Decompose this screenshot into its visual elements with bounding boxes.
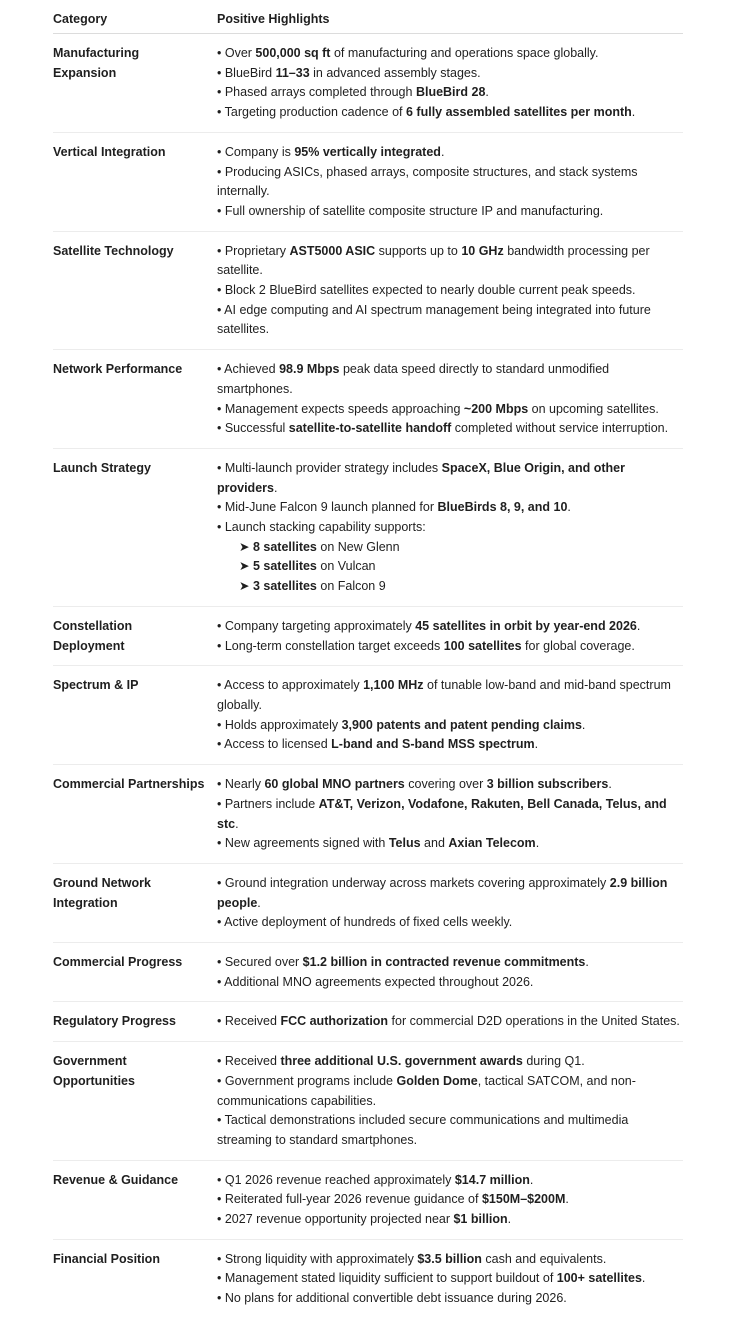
row-highlights [217,360,683,439]
highlight-emphasis: 6 fully assembled satellites per month [406,105,632,120]
highlight-text: • Full ownership of satellite composite structure IP and manufacturing. [217,203,604,218]
highlight-text: • Strong liquidity with approximately [217,1251,418,1266]
row-category: Satellite Technology [53,243,174,258]
highlight-text: of tunable low-band and mid-band spectrum globally. [217,678,671,712]
table-row [53,943,683,1002]
highlight-text: . [507,1212,512,1227]
highlight-item [217,83,683,103]
row-category: Constellation Deployment [53,618,133,653]
highlight-item [217,913,683,933]
highlight-emphasis: FCC authorization [280,1014,389,1029]
row-highlights [217,953,683,992]
highlight-item [217,1111,683,1150]
row-category: Manufacturing Expansion [53,46,140,80]
highlight-text: on Falcon 9 [316,579,386,594]
highlight-emphasis: BlueBird 28 [415,85,486,100]
highlight-text: during Q1. [522,1054,585,1069]
highlight-item [217,716,683,736]
highlight-item [217,795,683,834]
table-row [53,350,683,449]
highlight-item [217,360,683,399]
highlight-text: • Over [217,46,256,60]
highlight-text: . [585,955,589,970]
highlight-text: • Secured over [217,955,303,970]
highlight-emphasis: 3 satellites [252,579,317,594]
table-row [53,864,683,943]
row-category: Network Performance [53,362,183,377]
highlight-text: , tactical SATCOM, and non-communications capabilities. [217,1073,636,1108]
row-highlights [217,775,683,854]
highlight-text: • Block 2 BlueBird satellites expected to nearly double current peak speeds. [217,283,636,298]
highlight-text: • Achieved [217,362,280,377]
row-highlights [217,1012,683,1032]
highlight-text: • 2027 revenue opportunity projected near [217,1212,454,1227]
highlight-text: . [636,618,641,633]
highlight-item [217,1012,683,1032]
highlight-text: peak data speed directly to standard unmodified smartphones. [217,362,610,396]
highlight-emphasis: satellite-to-satellite handoff [288,421,452,436]
highlight-text: supports up to [375,243,462,258]
table-row [53,1161,683,1240]
highlight-text: . [608,777,612,792]
highlight-text: . [257,895,261,910]
highlight-item [217,676,683,715]
highlight-emphasis: AT&T, Verizon, Vodafone, Rakuten, Bell Canada, Telus, and stc [217,796,667,831]
table-header [53,0,683,34]
highlight-text: . [273,480,278,495]
highlight-text: on New Glenn [316,539,400,554]
highlight-emphasis: 98.9 Mbps [279,362,340,377]
highlight-text: bandwidth processing per satellite. [217,243,650,278]
highlight-text: cash and equivalents. [481,1251,607,1266]
highlight-text: . [581,717,586,732]
highlight-text: • Multi-launch provider strategy includes [217,460,442,475]
highlight-text: . [567,500,571,515]
highlight-emphasis: $150M–$200M [481,1192,566,1207]
highlight-item [217,637,683,657]
highlight-item [217,281,683,301]
highlight-item [217,735,683,755]
highlight-text: • Producing ASICs, phased arrays, composite structures, and stack systems internally. [217,164,638,199]
highlight-text: • Launch stacking capability supports: [217,520,426,535]
table-row [53,1042,683,1161]
highlight-item [217,1052,683,1072]
highlight-text: • No plans for additional convertible debt issuance during 2026. [217,1291,567,1306]
highlight-item [217,1269,683,1289]
highlight-text: ➤ [239,539,253,554]
highlight-text: on upcoming satellites. [528,401,659,416]
highlight-text: covering over [404,777,487,792]
highlight-emphasis: 2.9 billion people [217,875,668,910]
highlight-text: • Management expects speeds approaching [217,401,464,416]
highlight-emphasis: L-band and S-band MSS spectrum [331,737,535,752]
highlight-item [217,1171,683,1191]
row-category: Government Opportunities [53,1054,135,1088]
highlight-text: for global coverage. [521,638,635,653]
highlight-emphasis: 95% vertically integrated [294,144,441,159]
highlight-text: • Long-term constellation target exceeds [217,638,444,653]
highlight-item [217,1210,683,1230]
highlight-item [217,775,683,795]
highlight-item [217,1190,683,1210]
row-category: Launch Strategy [53,460,151,475]
highlight-item [217,143,683,163]
highlight-emphasis: $1 billion [453,1212,508,1227]
column-header-category: Category [53,12,108,26]
highlight-text: ➤ [239,579,253,594]
highlight-text: in advanced assembly stages. [309,65,481,80]
highlight-emphasis: Telus [388,836,421,851]
highlight-subitem [217,557,683,577]
highlight-text: • Tactical demonstrations included secure communications and multimedia streaming to standard smartphones. [217,1113,629,1147]
highlight-emphasis: ~200 Mbps [463,401,529,416]
highlight-item [217,400,683,420]
row-category: Vertical Integration [53,144,166,159]
highlight-text: . [641,1271,646,1286]
highlight-text: . [565,1192,569,1207]
highlight-text: . [235,816,239,831]
highlight-item [217,1289,683,1309]
highlight-text: • Received [217,1014,281,1029]
highlight-text: • Targeting production cadence of [217,105,406,120]
row-category: Financial Position [53,1251,160,1266]
highlight-item [217,1072,683,1111]
table-row [53,133,683,232]
highlight-text: • BlueBird [217,65,276,80]
highlight-emphasis: SpaceX, Blue Origin, and other providers [217,460,625,495]
row-category: Regulatory Progress [53,1014,176,1029]
highlight-text: . [535,836,540,851]
highlight-emphasis: 100+ satellites [556,1271,642,1286]
highlight-item [217,1250,683,1270]
highlight-emphasis: 45 satellites in orbit by year-end 2026 [415,618,637,633]
table-row [53,449,683,607]
highlight-item [217,498,683,518]
highlight-text: • Partners include [217,796,319,811]
highlight-item [217,419,683,439]
row-highlights [217,1171,683,1230]
highlight-emphasis: $3.5 billion [417,1251,482,1266]
table-row [53,34,683,133]
row-category: Ground Network Integration [53,875,151,910]
highlight-text: • Mid-June Falcon 9 launch planned for [217,500,438,515]
highlight-emphasis: 5 satellites [252,559,317,574]
highlight-item [217,44,683,64]
highlight-emphasis: $14.7 million [454,1172,530,1187]
highlight-emphasis: 500,000 sq ft [255,46,331,60]
highlight-text: • Nearly [217,777,265,792]
highlight-item [217,301,683,340]
highlight-text: . [485,85,489,100]
table-row [53,607,683,666]
highlight-text: • Q1 2026 revenue reached approximately [217,1172,455,1187]
row-highlights [217,1250,683,1309]
highlight-text: • Company is [217,144,295,159]
highlights-table [53,0,683,1318]
highlight-emphasis: BlueBirds 8, 9, and 10 [437,500,568,515]
row-highlights [217,459,683,597]
highlight-item [217,64,683,84]
table-row [53,1002,683,1042]
highlight-text: . [440,144,445,159]
highlight-text: • Access to licensed [217,737,332,752]
table-row [53,232,683,351]
highlight-item [217,953,683,973]
highlight-emphasis: 1,100 MHz [363,678,424,693]
highlight-emphasis: Axian Telecom [448,836,536,851]
highlight-text: • Phased arrays completed through [217,85,416,100]
highlight-emphasis: 60 global MNO partners [264,777,405,792]
highlight-text: of manufacturing and operations space globally. [330,46,599,60]
highlight-item [217,973,683,993]
table-row [53,666,683,765]
row-category: Commercial Partnerships [53,777,205,792]
highlight-text: • Proprietary [217,243,290,258]
row-category: Revenue & Guidance [53,1172,179,1187]
highlight-item [217,202,683,222]
row-highlights [217,874,683,933]
highlight-text: and [420,836,449,851]
table-row [53,765,683,864]
row-highlights [217,44,683,123]
table-body [53,34,683,1318]
highlight-item [217,242,683,281]
highlight-emphasis: 11–33 [275,65,310,80]
highlight-emphasis: 3,900 patents and patent pending claims [341,717,582,732]
highlight-text: completed without service interruption. [451,421,669,436]
highlight-text: • Successful [217,421,289,436]
highlight-text: • Active deployment of hundreds of fixed cells weekly. [217,915,513,930]
highlight-text: ➤ [239,559,253,574]
highlight-text: for commercial D2D operations in the United States. [388,1014,680,1029]
highlight-text: • Government programs include [217,1073,397,1088]
highlight-text: • Holds approximately [217,717,342,732]
highlight-text: • Ground integration underway across markets covering approximately [217,875,610,890]
row-highlights [217,143,683,222]
row-highlights [217,617,683,656]
row-category: Commercial Progress [53,955,183,970]
highlight-subitem [217,577,683,597]
row-highlights [217,242,683,341]
row-highlights [217,676,683,755]
table-row [53,1240,683,1318]
highlight-item [217,103,683,123]
row-category: Spectrum & IP [53,678,139,693]
highlight-emphasis: three additional U.S. government awards [280,1054,523,1069]
highlight-item [217,874,683,913]
highlight-text: • Received [217,1054,281,1069]
highlight-text: . [534,737,539,752]
highlight-emphasis: $1.2 billion in contracted revenue commitments [302,955,586,970]
highlight-text: on Vulcan [316,559,376,574]
highlight-emphasis: 100 satellites [443,638,522,653]
row-highlights [217,1052,683,1151]
highlight-item [217,834,683,854]
highlight-item [217,518,683,538]
highlight-item [217,617,683,637]
column-header-highlights: Positive Highlights [217,12,330,26]
highlight-text: • Reiterated full-year 2026 revenue guidance of [217,1192,482,1207]
highlight-text: . [631,105,636,120]
highlight-text: • Management stated liquidity sufficient to support buildout of [217,1271,557,1286]
highlight-emphasis: 8 satellites [252,539,317,554]
highlight-emphasis: 3 billion subscribers [486,777,609,792]
highlight-item [217,163,683,202]
highlight-subitem [217,538,683,558]
highlight-item [217,459,683,498]
highlight-text: • Access to approximately [217,678,364,693]
highlight-text: • AI edge computing and AI spectrum management being integrated into future satellites. [217,302,651,337]
highlight-emphasis: 10 GHz [461,243,504,258]
highlight-text: . [529,1172,534,1187]
highlight-text: • Additional MNO agreements expected throughout 2026. [217,974,534,989]
highlight-text: • New agreements signed with [217,836,389,851]
highlight-text: • Company targeting approximately [217,618,416,633]
highlight-emphasis: Golden Dome [396,1073,478,1088]
highlight-emphasis: AST5000 ASIC [289,243,376,258]
